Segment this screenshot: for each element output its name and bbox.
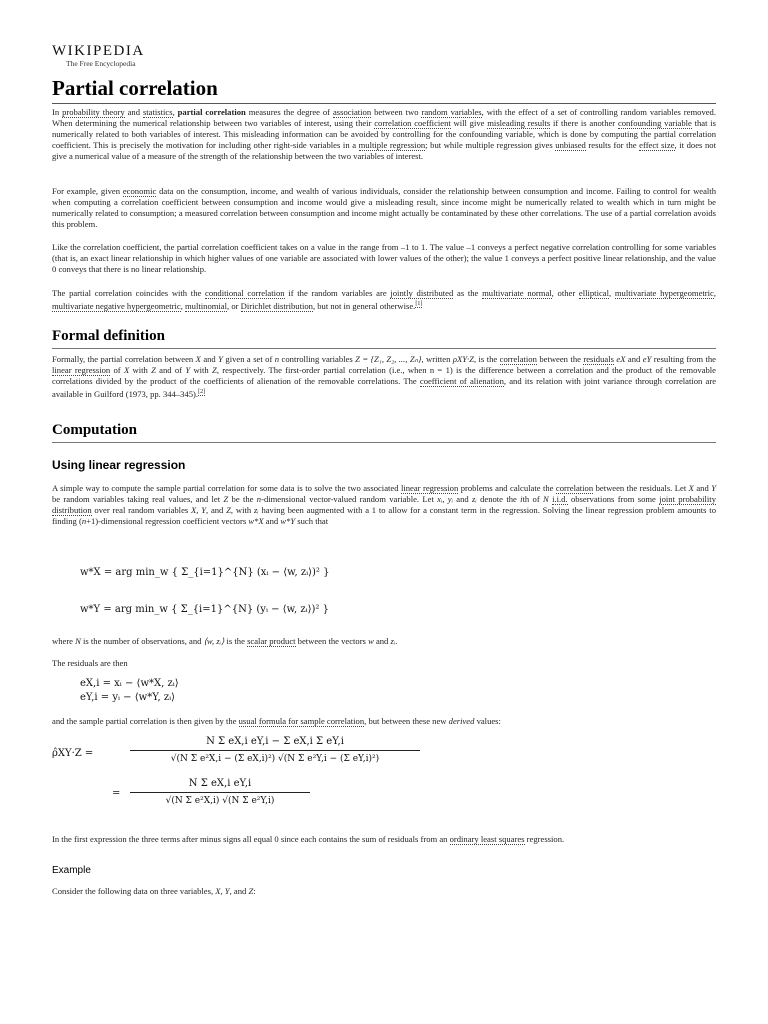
inline-math: eY <box>642 354 652 364</box>
citation-link[interactable]: [1] <box>415 301 423 307</box>
computation-paragraph-5: In the first expression the three terms after minus signs all equal 0 since each contains the sum of residuals from an ordinary least squares regression. <box>52 834 565 844</box>
article-link[interactable]: multiple regression <box>358 140 426 150</box>
inline-math: w*Y <box>280 516 296 526</box>
article-link[interactable]: scalar product <box>247 636 296 646</box>
inline-math: X, Y <box>191 505 206 515</box>
article-link[interactable]: correlation <box>499 354 537 364</box>
inline-math: zᵢ <box>390 636 396 646</box>
article-link[interactable]: statistics <box>142 107 173 117</box>
article-link[interactable]: probability theory <box>62 107 125 117</box>
rho-numerator-1: N Σ eX,i eY,i − Σ eX,i Σ eY,i <box>206 736 344 747</box>
article-link[interactable]: elliptical <box>578 288 609 298</box>
article-link[interactable]: linear regression <box>400 483 459 493</box>
article-link[interactable]: linear regression <box>52 365 111 375</box>
intro-paragraph-2: For example, given economic data on the consumption, income, and wealth of various individuals, consider the relationship between consumption and income. Failing to control for wealth when computing a correlation coefficient between consumption and income would give a misleading result, since income might be numerically related to wealth which in turn might be numerically related to consumption; a measured correlation between consumption and income might actually be contaminated by these other correlations. The use of a partial correlation avoids this problem. <box>52 186 716 229</box>
article-link[interactable]: misleading results <box>487 118 551 128</box>
inline-math: Y <box>224 886 230 896</box>
rho-lhs: ρ̂XY·Z = <box>52 748 94 759</box>
rho-denominator-1: √(N Σ e²X,i − (Σ eX,i)²) √(N Σ e²Y,i − (Σ eY,i)²) <box>170 754 380 764</box>
inline-math: Z <box>151 365 156 375</box>
inline-math: Y <box>218 354 223 364</box>
computation-paragraph-1: A simple way to compute the sample partial correlation for some data is to solve the two associated linear regression problems and calculate the correlation between the residuals. Let X and Y be random variables taking real values, and let Z be the n-dimensional vector-valued random variable. Let xᵢ, yᵢ and zᵢ denote the ith of N i.i.d. observations from some joint probability distribution over real random variables X, Y, and Z, with zᵢ having been augmented with a 1 to allow for a constant term in the regression. Solving the linear regression problem amounts to finding (n+1)-dimensional regression coefficient vectors w*X and w*Y such that <box>52 483 716 526</box>
article-link[interactable]: unbiased <box>555 140 586 150</box>
article-link[interactable]: multivariate normal <box>482 288 552 298</box>
equation-rho <box>52 736 716 820</box>
equation-wx: w*X = arg min_w { Σ_{i=1}^{N} (xᵢ − ⟨w, zᵢ⟩)² } <box>80 567 330 578</box>
formal-definition-paragraph: Formally, the partial correlation between X and Y given a set of n controlling variables Z = {Z₁, Z₂, ..., Zₙ}, written ρXY·Z, is the correlation between the residuals eX and eY resulting from the linear regression of X with Z and of Y with Z, respectively. The first-order partial correlation (i.e., when n = 1) is the difference between a correlation and the product of the removable correlations divided by the product of the coefficients of alienation of the removable correlations. The coefficient of alienation, and its relation with joint variance through correlation are available in Guilford (1973, pp. 344–345).[2] <box>52 354 717 399</box>
inline-math: Y <box>711 483 716 493</box>
inline-math: X <box>688 483 694 493</box>
inline-math: n <box>81 516 87 526</box>
article-link[interactable]: residuals <box>583 354 614 364</box>
computation-paragraph-2: where N is the number of observations, and ⟨w, zᵢ⟩ is the scalar product between the vectors w and zᵢ. <box>52 636 398 646</box>
article-link[interactable]: coefficient of alienation <box>419 376 504 386</box>
article-link[interactable]: conditional correlation <box>205 288 285 298</box>
inline-math: ρXY·Z <box>452 354 474 364</box>
article-link[interactable]: effect size <box>639 140 675 150</box>
rho-denominator-2: √(N Σ e²X,i) √(N Σ e²Y,i) <box>165 796 275 806</box>
fraction-bar-1 <box>130 750 420 751</box>
intro-paragraph-1: In probability theory and statistics, partial correlation measures the degree of association between two random variables, with the effect of a set of controlling random variables removed. When determining the numerical relationship between two variables of interest, using their correlation coefficient will give misleading results if there is another confounding variable that is numerically related to both variables of interest. This misleading information can be avoided by controlling for the confounding variable, which is done by computing the partial correlation coefficient. This is precisely the motivation for including other right-side variables in a multiple regression; but while multiple regression gives unbiased results for the effect size, it does not give a numerical value of a measure of the strength of the relationship between the two variables of interest. <box>52 107 717 161</box>
article-link[interactable]: jointly distributed <box>390 288 454 298</box>
citation-link[interactable]: [2] <box>198 389 206 395</box>
article-link[interactable]: correlation coefficient <box>374 118 451 128</box>
page-title: Partial correlation <box>52 76 716 104</box>
inline-math: eX <box>616 354 626 364</box>
inline-math: Z = {Z₁, Z₂, ..., Zₙ} <box>355 354 422 364</box>
section-heading-computation: Computation <box>52 421 716 443</box>
inline-math: zᵢ <box>253 505 259 515</box>
inline-math: N <box>75 636 81 646</box>
article-link[interactable]: Dirichlet distribution <box>240 300 313 311</box>
inline-math: Z <box>223 494 229 504</box>
article-link[interactable]: i.i.d. <box>552 494 568 504</box>
article-link[interactable]: multinomial <box>185 300 228 311</box>
section-heading-formal-definition: Formal definition <box>52 327 716 349</box>
inline-math: w*X <box>248 516 264 526</box>
logo-wordmark: WIKIPEDIA <box>52 43 145 59</box>
article-link[interactable]: joint probability distribution <box>52 494 716 515</box>
computation-paragraph-4: and the sample partial correlation is then given by the usual formula for sample correlation, but between these new derived values: <box>52 716 501 726</box>
inline-math: N <box>543 494 549 504</box>
inline-math: ⟨w, zᵢ⟩ <box>203 636 225 646</box>
inline-math: n <box>274 354 280 364</box>
article-link[interactable]: association <box>332 107 372 117</box>
inline-math: X <box>215 886 221 896</box>
equation-ex: eX,i = xᵢ − ⟨w*X, zᵢ⟩ <box>80 678 179 689</box>
article-page <box>52 43 717 896</box>
article-link[interactable]: ordinary least squares <box>449 834 525 844</box>
article-link[interactable]: confounding variable <box>617 118 692 128</box>
equation-ey: eY,i = yᵢ − ⟨w*Y, zᵢ⟩ <box>80 692 176 703</box>
article-link[interactable]: multivariate negative hypergeometric <box>52 300 181 311</box>
inline-math: i <box>520 494 523 504</box>
inline-math: w <box>368 636 374 646</box>
inline-math: Z <box>212 365 217 375</box>
inline-math: n <box>256 494 262 504</box>
subsection-heading-linear-regression: Using linear regression <box>52 458 186 472</box>
inline-math: xᵢ, yᵢ <box>437 494 453 504</box>
inline-math: X <box>195 354 201 364</box>
inline-math: zᵢ <box>472 494 477 504</box>
residuals-intro: The residuals are then <box>52 658 128 668</box>
intro-paragraph-3: Like the correlation coefficient, the partial correlation coefficient takes on a value in the range from –1 to 1. The value –1 conveys a perfect negative correlation controlling for some variables (that is, an exact linear relationship in which higher values of one variable are associated with lower values of the other); the value 1 conveys a perfect positive linear relationship, and the value 0 conveys that there is no linear relationship. <box>52 242 716 274</box>
emphasis: derived <box>448 716 475 726</box>
example-heading: Example <box>52 865 91 876</box>
article-link[interactable]: usual formula for sample correlation <box>238 716 365 726</box>
inline-math: Z <box>226 505 231 515</box>
inline-math: Z <box>248 886 254 896</box>
example-paragraph: Consider the following data on three variables, X, Y, and Z: <box>52 886 256 896</box>
wikipedia-logo[interactable] <box>52 44 716 74</box>
fraction-bar-2 <box>130 792 310 793</box>
logo-tagline: The Free Encyclopedia <box>66 59 136 68</box>
equation-wy: w*Y = arg min_w { Σ_{i=1}^{N} (yᵢ − ⟨w, zᵢ⟩)² } <box>80 604 329 615</box>
inline-math: Y <box>185 365 191 375</box>
rho-numerator-2: N Σ eX,i eY,i <box>188 778 252 789</box>
inline-math: X <box>123 365 130 375</box>
article-link[interactable]: correlation <box>555 483 594 493</box>
rho-equals: = <box>112 788 121 799</box>
article-link[interactable]: random variables <box>421 107 482 117</box>
bold-term: partial correlation <box>177 107 246 117</box>
article-link[interactable]: multivariate hypergeometric <box>614 288 714 298</box>
article-link[interactable]: economic <box>122 186 157 196</box>
intro-paragraph-4: The partial correlation coincides with the conditional correlation if the random variables are jointly distributed as the multivariate normal, other elliptical, multivariate hypergeometric, multivariate negative hypergeometric, multinomial, or Dirichlet distribution, but not in general otherwise.[1] <box>52 288 716 311</box>
